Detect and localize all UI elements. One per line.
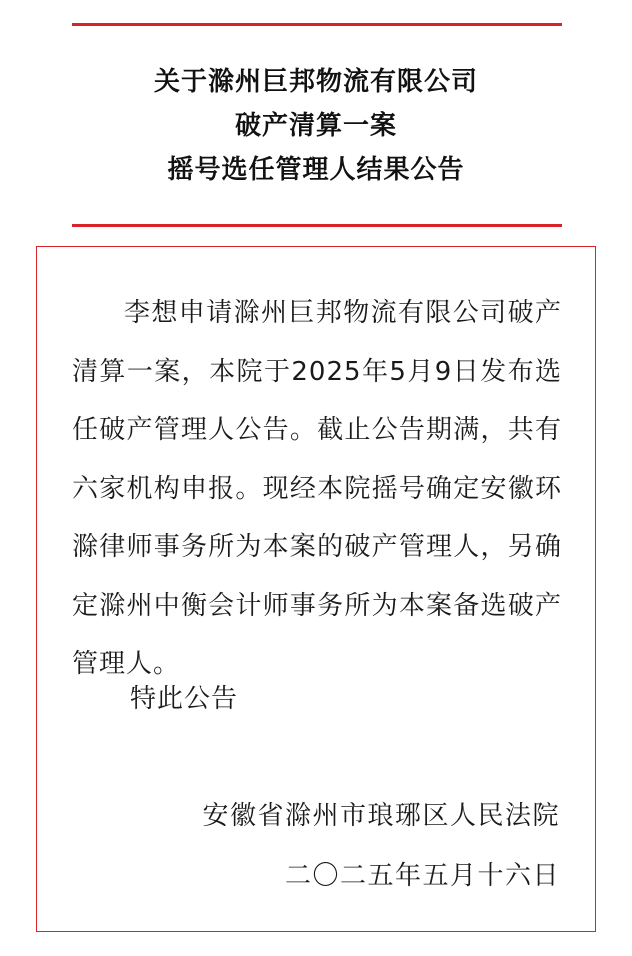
- bottom-red-rule: [72, 224, 562, 227]
- notice-title: [0, 60, 632, 192]
- notice-closing: 特此公告: [130, 684, 239, 714]
- court-name: 安徽省滁州市琅琊区人民法院: [202, 801, 560, 831]
- title-line-2: 破产清算一案: [234, 111, 397, 141]
- signature-block: [202, 786, 560, 906]
- title-line-3: 摇号选任管理人结果公告: [167, 155, 465, 185]
- top-red-rule: [72, 23, 562, 26]
- title-line-1: 关于滁州巨邦物流有限公司: [153, 67, 478, 97]
- notice-date: 二〇二五年五月十六日: [284, 861, 560, 891]
- notice-body: 李想申请滁州巨邦物流有限公司破产清算一案，本院于2025年5月9日发布选任破产管理人公告。截止公告期满，共有六家机构申报。现经本院摇号确定安徽环滁律师事务所为本案的破产管理人，另确定滁州中衡会计师事务所为本案备选破产管理人。: [72, 298, 562, 679]
